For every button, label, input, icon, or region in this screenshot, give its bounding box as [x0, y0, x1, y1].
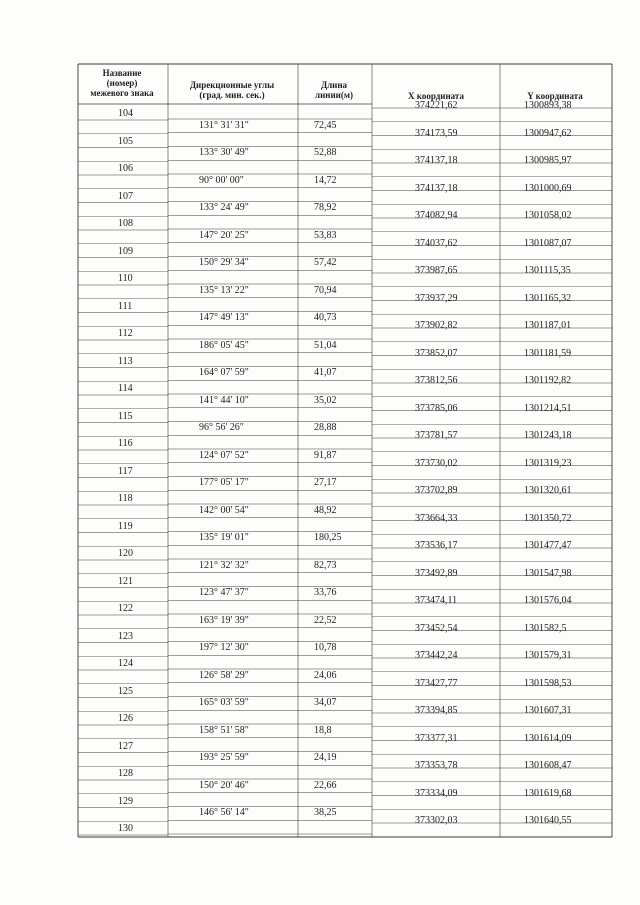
point-name: 110	[118, 273, 133, 284]
point-name: 108	[118, 218, 133, 229]
header-angles: Дирекционные углы (град. мин. сек.)	[189, 80, 275, 100]
x-coordinate: 373427,77	[415, 677, 458, 689]
line-length: 22,66	[314, 779, 337, 791]
direction-angle: 164° 07' 59"	[199, 367, 249, 379]
y-coordinate: 1301576,04	[524, 595, 572, 606]
y-coordinate: 1301058,02	[524, 210, 572, 221]
y-coordinate: 1301640,55	[524, 815, 572, 826]
line-length: 70,94	[314, 284, 337, 296]
direction-angle: 158° 51' 58"	[199, 724, 249, 736]
line-length: 57,42	[314, 257, 337, 269]
line-length: 10,78	[314, 642, 337, 654]
y-coordinate: 1301547,98	[524, 567, 572, 579]
line-length: 33,76	[314, 587, 337, 599]
line-length: 72,45	[314, 119, 337, 131]
line-length: 40,73	[314, 312, 337, 324]
x-coordinate: 373394,85	[415, 705, 458, 716]
line-length: 48,92	[314, 504, 337, 516]
point-name: 118	[118, 493, 133, 504]
point-name: 116	[118, 438, 133, 449]
y-coordinate: 1301243,18	[524, 430, 572, 441]
line-length: 82,73	[314, 559, 337, 571]
x-coordinate: 373334,09	[415, 787, 458, 799]
y-coordinate: 1301619,68	[524, 787, 572, 799]
header-x: X координата	[408, 91, 464, 101]
y-coordinate: 1301181,59	[524, 347, 572, 359]
point-name: 111	[118, 300, 133, 312]
point-name: 119	[118, 520, 133, 532]
direction-angle: 133° 30' 49"	[199, 147, 249, 159]
x-coordinate: 374037,62	[415, 237, 458, 249]
x-coordinate: 373492,89	[415, 567, 458, 579]
point-name: 105	[118, 135, 133, 147]
direction-angle: 126° 58' 29"	[199, 669, 249, 681]
y-coordinate: 1301614,09	[524, 732, 572, 744]
direction-angle: 121° 32' 32"	[199, 559, 249, 571]
point-name: 127	[118, 740, 133, 752]
line-length: 18,8	[314, 724, 332, 736]
direction-angle: 150° 29' 34"	[199, 257, 249, 269]
point-name: 113	[118, 355, 133, 367]
y-coordinate: 1301582,5	[524, 622, 567, 634]
direction-angle: 147° 49' 13"	[199, 312, 249, 324]
direction-angle: 150° 20' 46"	[199, 779, 249, 791]
direction-angle: 124° 07' 52"	[199, 449, 249, 461]
line-length: 78,92	[314, 202, 337, 214]
x-coordinate: 373937,29	[415, 292, 458, 304]
point-name: 129	[118, 795, 133, 807]
direction-angle: 135° 13' 22"	[199, 284, 249, 296]
line-length: 53,83	[314, 229, 337, 241]
y-coordinate: 1300947,62	[524, 127, 572, 139]
header-y: Y координата	[527, 91, 583, 101]
point-name: 121	[118, 575, 133, 587]
point-name: 125	[118, 685, 133, 697]
header-name: Название (номер) межевого знака	[90, 68, 154, 98]
direction-angle: 193° 25' 59"	[199, 752, 249, 764]
point-name: 104	[118, 108, 133, 119]
line-length: 22,52	[314, 614, 337, 626]
direction-angle: 96° 56' 26"	[199, 422, 244, 434]
line-length: 52,88	[314, 147, 337, 159]
point-name: 114	[118, 383, 133, 394]
point-name: 123	[118, 630, 133, 642]
point-name: 117	[118, 465, 133, 477]
x-coordinate: 373353,78	[415, 760, 458, 771]
x-coordinate: 373664,33	[415, 512, 458, 524]
x-coordinate: 373536,17	[415, 540, 458, 551]
line-length: 91,87	[314, 449, 337, 461]
point-name: 109	[118, 245, 133, 257]
direction-angle: 131° 31' 31"	[199, 119, 249, 131]
direction-angle: 141° 44' 10"	[199, 394, 249, 406]
direction-angle: 146° 56' 14"	[199, 807, 249, 819]
y-coordinate: 1301115,35	[524, 265, 571, 276]
y-coordinate: 1301187,01	[524, 320, 572, 331]
line-length: 24,19	[314, 752, 337, 764]
x-coordinate: 373302,03	[415, 815, 458, 826]
direction-angle: 177° 05' 17"	[199, 477, 249, 489]
x-coordinate: 374173,59	[415, 127, 458, 139]
x-coordinate: 373377,31	[415, 732, 458, 744]
direction-angle: 123° 47' 37"	[199, 587, 249, 599]
header-length: Длина линии(м)	[315, 80, 353, 100]
direction-angle: 163° 19' 39"	[199, 614, 249, 626]
y-coordinate: 1301000,69	[524, 182, 572, 194]
x-coordinate: 373452,54	[415, 622, 458, 634]
y-coordinate: 1301477,47	[524, 540, 572, 551]
y-coordinate: 1301319,23	[524, 457, 572, 469]
point-name: 130	[118, 823, 133, 834]
line-length: 28,88	[314, 422, 337, 434]
y-coordinate: 1301608,47	[524, 760, 572, 771]
direction-angle: 135° 19' 01"	[199, 532, 249, 544]
direction-angle: 147° 20' 25"	[199, 229, 249, 241]
line-length: 34,07	[314, 697, 337, 709]
y-coordinate: 1301214,51	[524, 402, 572, 414]
x-coordinate: 373474,11	[415, 595, 458, 606]
line-length: 38,25	[314, 807, 337, 819]
point-name: 112	[118, 328, 133, 339]
x-coordinate: 373702,89	[415, 485, 458, 496]
point-name: 126	[118, 713, 133, 724]
direction-angle: 165° 03' 59"	[199, 697, 249, 709]
direction-angle: 142° 00' 54"	[199, 504, 249, 516]
point-name: 106	[118, 163, 133, 174]
x-coordinate: 374082,94	[415, 210, 458, 221]
y-coordinate: 1300985,97	[524, 155, 572, 166]
direction-angle: 186° 05' 45"	[199, 339, 249, 351]
x-coordinate: 373852,07	[415, 347, 458, 359]
y-coordinate: 1300893,38	[524, 100, 572, 111]
direction-angle: 197° 12' 30"	[199, 642, 249, 654]
y-coordinate: 1301607,31	[524, 705, 572, 716]
y-coordinate: 1301579,31	[524, 650, 572, 661]
point-name: 124	[118, 658, 133, 669]
x-coordinate: 374221,62	[415, 100, 458, 111]
y-coordinate: 1301165,32	[524, 292, 572, 304]
y-coordinate: 1301087,07	[524, 237, 572, 249]
x-coordinate: 374137,18	[415, 155, 458, 166]
point-name: 128	[118, 768, 133, 779]
x-coordinate: 373781,57	[415, 430, 458, 441]
y-coordinate: 1301350,72	[524, 512, 572, 524]
point-name: 120	[118, 548, 133, 559]
y-coordinate: 1301598,53	[524, 677, 572, 689]
x-coordinate: 374137,18	[415, 182, 458, 194]
line-length: 51,04	[314, 339, 337, 351]
y-coordinate: 1301192,82	[524, 375, 572, 386]
point-name: 122	[118, 603, 133, 614]
x-coordinate: 373812,56	[415, 375, 458, 386]
line-length: 35,02	[314, 394, 337, 406]
x-coordinate: 373987,65	[415, 265, 458, 276]
line-length: 14,72	[314, 174, 337, 186]
line-length: 180,25	[314, 532, 342, 544]
x-coordinate: 373902,82	[415, 320, 458, 331]
x-coordinate: 373730,02	[415, 457, 458, 469]
line-length: 27,17	[314, 477, 337, 489]
line-length: 41,07	[314, 367, 337, 379]
direction-angle: 90° 00' 00"	[199, 174, 244, 186]
point-name: 107	[118, 190, 133, 202]
x-coordinate: 373785,06	[415, 402, 458, 414]
point-name: 115	[118, 410, 133, 422]
x-coordinate: 373442,24	[415, 650, 458, 661]
direction-angle: 133° 24' 49"	[199, 202, 249, 214]
line-length: 24,06	[314, 669, 337, 681]
y-coordinate: 1301320,61	[524, 485, 572, 496]
